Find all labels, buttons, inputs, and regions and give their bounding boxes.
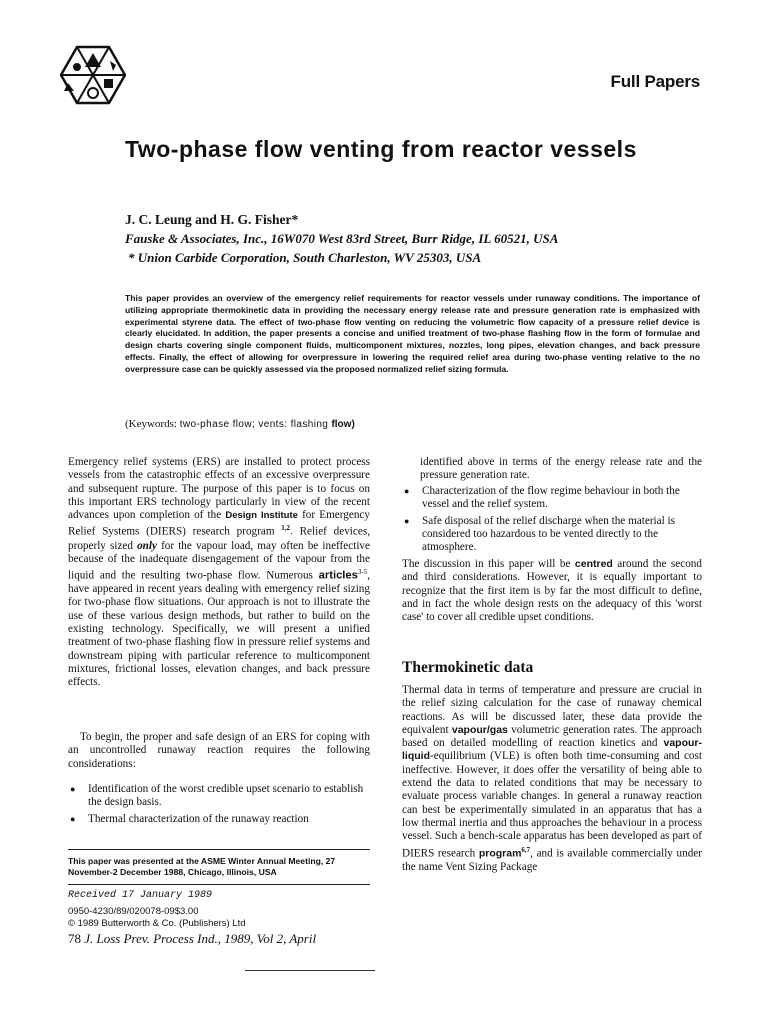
text-run: . Relief devices, properly sized — [68, 526, 370, 552]
reference-marker: 3-5 — [357, 568, 368, 577]
text-run: centred — [574, 558, 613, 570]
article-title: Two-phase flow venting from reactor vessels — [125, 136, 637, 162]
text-run: Emergency relief systems (ERS) are installed to protect process vessels from the catastrophic effects of an excessive overpressure and subsequent rupture. The purpose of this paper is to focus on this important ERS technology particularly in view of the recent advances upon completion of the — [68, 456, 370, 522]
text-run: vapour-liquid — [402, 737, 702, 763]
copyright-block — [68, 906, 246, 930]
right-column-continuation: identified above in terms of the energy release rate and the pressure generation rate. — [420, 456, 702, 482]
keywords-last: flow) — [331, 419, 355, 430]
presentation-note: This paper was presented at the ASME Winter Annual Meeting, 27 November-2 December 1988, Chicago, Illinois, USA — [68, 856, 336, 877]
list-item: ● Thermal characterization of the runaway reaction — [68, 813, 370, 826]
reference-marker: 1,2 — [281, 524, 291, 533]
keywords-text: two-phase flow; vents: flashing — [179, 419, 332, 430]
text-run: , have appeared in recent years dealing with emergency relief sizing for two-phase flow situations. Our approach is not to illustrate the use of these various design methods, but rather to build on the existing technology. Specifically, we will present a unified treatment of two-phase flashing flow in pressure relief systems and downstream piping with particular reference to multicomponent mixtures, frictional losses, elevation changes, and back pressure effects. — [68, 569, 370, 689]
list-item: ● Identification of the worst credible upset scenario to establish the design basis. — [68, 783, 370, 810]
text-run: -equilibrium (VLE) is often both time-consuming and cost ineffective. However, it does offer the versatility of being able to extend the data to related conditions that may be necessary to evaluate process variable changes. In general a runaway reaction can best be experimentally simulated in an apparatus that has a low thermal inertia and thus approaches the behaviour in a process vessel. Such a bench-scale apparatus has been developed as part of DIERS research — [402, 750, 702, 860]
keywords-label: (Keywords: — [125, 418, 180, 430]
text-run: vapour/gas — [451, 723, 508, 736]
text-run: around the second and third considerations. However, it is equally important to recognize that the first item is by far the most difficult to define, and in fact the whole design rests on the adequacy of this 'worst case' to cover all credible upset conditions. — [402, 558, 702, 624]
right-column-paragraph-4 — [402, 684, 702, 874]
text-run: Design Institute — [225, 510, 298, 522]
text-run: The discussion in this paper will be — [402, 558, 575, 570]
journal-footer — [68, 931, 316, 947]
bottom-divider — [245, 970, 375, 971]
list-item: ● Safe disposal of the relief discharge when the material is considered too hazardous to be vented directly to the atmosphere. — [402, 515, 702, 555]
text-run: Thermal data in terms of temperature and pressure are crucial in the relief sizing calculation for the case of runaway chemical reactions. As will be discussed later, these data provide the equivalent — [402, 684, 702, 736]
left-column-paragraph-1 — [68, 456, 370, 690]
left-column-bullet-list — [68, 783, 370, 829]
right-column-paragraph-3 — [402, 558, 702, 624]
text-run: , and is available commercially under the name Vent Sizing Package — [402, 847, 702, 873]
left-column-paragraph-2: To begin, the proper and safe design of an ERS for coping with an uncontrolled runaway reaction requires the following considerations: — [68, 731, 370, 770]
journal-citation: J. Loss Prev. Process Ind., 1989, Vol 2, April — [84, 931, 317, 946]
reference-marker: 6,7 — [521, 845, 531, 854]
affiliation-primary: Fauske & Associates, Inc., 16W070 West 83rd Street, Burr Ridge, IL 60521, USA — [125, 231, 559, 246]
affiliation-secondary: * Union Carbide Corporation, South Charleston, WV 25303, USA — [128, 250, 482, 265]
journal-logo-icon — [60, 45, 126, 105]
issn: 0950-4230/89/020078-09$3.00 — [68, 906, 199, 917]
text-run: only — [137, 539, 157, 552]
copyright: © 1989 Butterworth & Co. (Publishers) Ltd — [68, 918, 246, 929]
section-label: Full Papers — [610, 72, 700, 91]
keywords — [125, 418, 355, 430]
footnote-divider — [68, 849, 370, 850]
text-run: volumetric generation rates. The approach based on detailed modelling of reaction kinetics and — [402, 723, 702, 750]
received-date: Received 17 January 1989 — [68, 890, 213, 901]
right-column-bullet-list — [402, 485, 702, 557]
list-item: ● Characterization of the flow regime behaviour in both the vessel and the relief system. — [402, 485, 702, 512]
section-heading-thermokinetic: Thermokinetic data — [402, 659, 534, 676]
footnote-divider — [68, 884, 370, 885]
text-run: articles — [318, 569, 358, 582]
page-number: 78 — [68, 931, 81, 946]
abstract: This paper provides an overview of the emergency relief requirements for reactor vessels under runaway conditions. The importance of utilizing appropriate thermokinetic data in providing the necessary energy release rate and pressure generation rate is emphasized with experimental styrene data. The effect of two-phase flow venting on reducing the volumetric flow capacity of a pressure relief device is clearly elucidated. In addition, the paper presents a concise and unified treatment of two-phase flashing flow in the form of formulae and design charts covering single component fluids, multicomponent mixtures, nozzles, long pipes, elevation changes, and back pressure effects. Finally, the effect of allowing for overpressure in lowering the required relief area during two-phase venting relative to the no overpressure case can be quickly assessed via the proposed normalized relief sizing formula. — [125, 293, 700, 374]
text-run: for the vapour load, may often be ineffective because of the inadequate disengagement of the vapour from the liquid and the resulting two-phase flow. Numerous — [68, 539, 370, 582]
authors: J. C. Leung and H. G. Fisher* — [125, 212, 299, 227]
text-run: for Emergency Relief Systems (DIERS) research program — [68, 509, 370, 539]
text-run: program — [478, 847, 522, 860]
